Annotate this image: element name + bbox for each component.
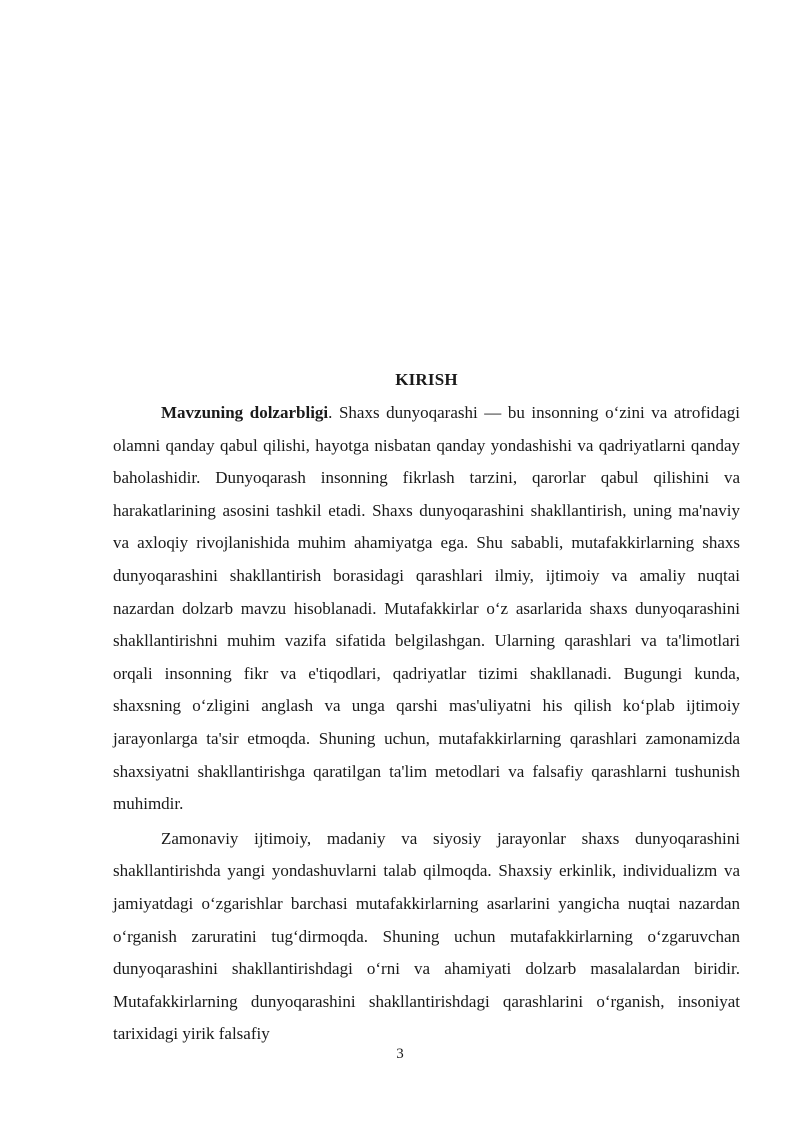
section-heading: KIRISH [395,370,458,389]
paragraph-lead: Mavzuning dolzarbligi [161,403,329,422]
page-content [113,366,740,1051]
paragraph-body: . Shaxs dunyoqarashi — bu insonning o‘zini va atrofidagi olamni qanday qabul qilishi, hayotga nisbatan qanday yondashishi va qadriyatlarni qanday baholashidir. Dunyoqarash insonning fikrlash tarzini, qarorlar qabul qilishini va harakatlarining asosini tashkil etadi. Shaxs dunyoqarashini shakllantirish, uning ma'naviy va axloqiy rivojlanishida muhim ahamiyatga ega. Shu sababli, mutafakkirlarning shaxs dunyoqarashini shakllantirish borasidagi qarashlari ilmiy, ijtimoiy va amaliy nuqtai nazardan dolzarb mavzu hisoblanadi. Mutafakkirlar o‘z asarlarida shaxs dunyoqarashini shakllantirishni muhim vazifa sifatida belgilashgan. Ularning qarashlari va ta'limotlari orqali insonning fikr va e'tiqodlari, qadriyatlar tizimi shakllanadi. Bugungi kunda, shaxsning o‘zligini anglash va unga qarshi mas'uliyatni his qilish ko‘plab ijtimoiy jarayonlarga ta'sir etmoqda. Shuning uchun, mutafakkirlarning qarashlari zamonamizda shaxsiyatni shakllantirishga qaratilgan ta'lim metodlari va falsafiy qarashlarni tushunish muhimdir. [113,403,740,814]
page-number: 3 [396,1046,404,1062]
paragraph-modern-processes: Zamonaviy ijtimoiy, madaniy va siyosiy jarayonlar shaxs dunyoqarashini shakllantirishda yangi yondashuvlarni talab qilmoqda. Shaxsiy erkinlik, individualizm va jamiyatdagi o‘zgarishlar barchasi mutafakkirlarning asarlarini yangicha nuqtai nazardan o‘rganish zaruratini tug‘dirmoqda. Shuning uchun mutafakkirlarning o‘zgaruvchan dunyoqarashini shakllantirishdagi o‘rni va ahamiyati dolzarb masalalardan biridir. Mutafakkirlarning dunyoqarashini shakllantirishdagi qarashlarini o‘rganish, insoniyat tarixidagi yirik falsafiy [113,828,740,1044]
paragraph-relevance [113,397,740,821]
